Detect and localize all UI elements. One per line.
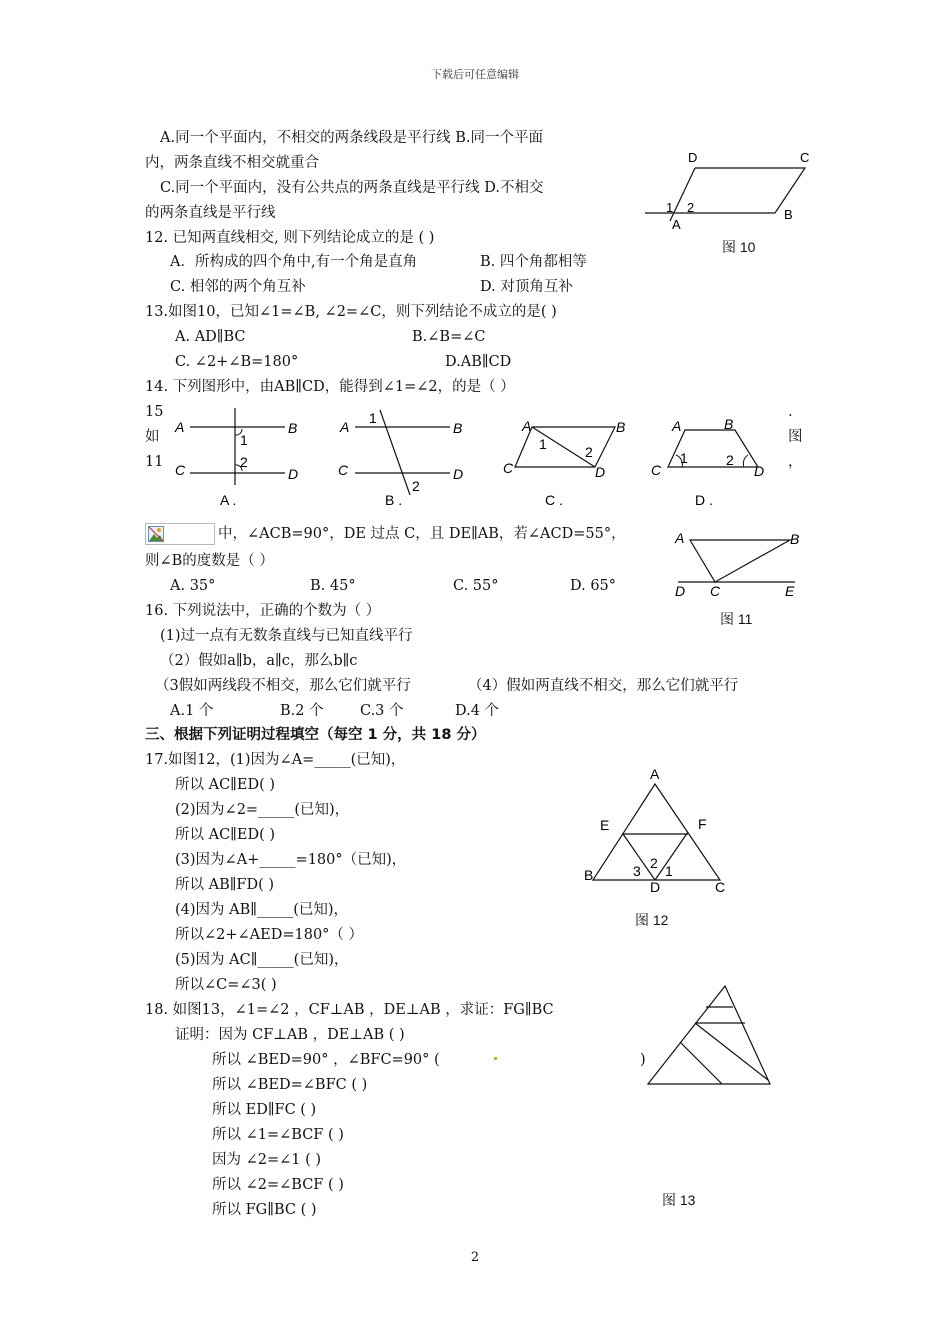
fig10-label-1: 1	[666, 200, 674, 215]
stray-dot	[494, 1057, 497, 1060]
figure-14b	[335, 405, 475, 510]
page-number: 2	[470, 1250, 480, 1265]
fig14a-label-D: D	[288, 466, 299, 482]
fig14c-label-2: 2	[585, 444, 593, 460]
q18-step-5: 因为 ∠2=∠1 ( )	[212, 1152, 322, 1168]
figure-14c	[500, 405, 640, 510]
q18-step-4: 所以 ∠1=∠BCF ( )	[212, 1127, 344, 1143]
fig14d-label-A: A	[672, 418, 682, 434]
fig12-label-2: 2	[650, 855, 658, 871]
q13-option-d: D.AB∥CD	[445, 354, 512, 370]
q13-option-c: C. ∠2+∠B=180°	[175, 354, 299, 370]
q11-line1: A.同一个平面内，不相交的两条线段是平行线 B.同一个平面	[160, 130, 543, 146]
fig12-label-B: B	[584, 867, 594, 883]
q15-prefix-1: 15	[145, 404, 164, 420]
q15-line2: 则∠B的度数是（ ）	[145, 553, 274, 569]
q13-option-a: A. AD∥BC	[175, 329, 246, 345]
fig12-label-F: F	[698, 816, 707, 832]
fig12-label-E: E	[600, 817, 610, 833]
q16-statement-1: (1)过一点有无数条直线与已知直线平行	[160, 628, 413, 644]
q16-statement-4: （4）假如两直线不相交，那么它们就平行	[468, 678, 739, 694]
fig14b-label-C: C	[338, 462, 349, 478]
fig12-label-C: C	[715, 879, 726, 895]
q12-option-a: A．所构成的四个角中,有一个角是直角	[170, 254, 418, 270]
fig12-label-3: 3	[633, 863, 641, 879]
q16-statement-2: （2）假如a∥b，a∥c，那么b∥c	[160, 653, 358, 669]
fig10-caption: 图 10	[722, 239, 756, 255]
figure-14d	[650, 405, 790, 510]
fig14a-label-2: 2	[240, 454, 248, 470]
fig12-caption: 图 12	[635, 912, 669, 928]
fig14d-label-2: 2	[726, 452, 734, 468]
page-header: 下载后可任意编辑	[431, 68, 519, 81]
q18-proof-line: 证明：因为 CF⊥AB ，DE⊥AB ( )	[175, 1027, 405, 1043]
fig11-label-B: B	[790, 531, 800, 547]
q15-suffix-3: ，	[788, 454, 803, 470]
q12-option-d: D. 对顶角互补	[480, 279, 573, 295]
q13-stem: 13.如图10，已知∠1=∠B, ∠2=∠C，则下列结论不成立的是( )	[145, 304, 557, 320]
q17-line4: 所以 AC∥ED( )	[175, 827, 276, 843]
q15-prefix-2: 如	[145, 429, 160, 445]
q18-step-6: 所以 ∠2=∠BCF ( )	[212, 1177, 344, 1193]
q16-option-b: B.2 个	[280, 703, 324, 719]
q17-line8: 所以∠2+∠AED=180°（ ）	[175, 927, 364, 943]
fig12-label-A: A	[650, 766, 660, 782]
q12-option-b: B. 四个角都相等	[480, 254, 587, 270]
q17-line1: 17.如图12，(1)因为∠A=_____(已知)，	[145, 752, 406, 768]
q18-step-1: 所以 ∠BED=90° ，∠BFC=90° (	[212, 1052, 440, 1068]
q17-line2: 所以 AC∥ED( )	[175, 777, 276, 793]
q17-line9: (5)因为 AC∥_____(已知)，	[175, 952, 349, 968]
fig14a-label-A: A	[175, 419, 185, 435]
q18-stem: 18. 如图13，∠1=∠2 ，CF⊥AB ，DE⊥AB ，求证：FG∥BC	[145, 1002, 554, 1018]
fig12-label-1: 1	[665, 863, 673, 879]
fig14b-label-A: A	[340, 419, 350, 435]
fig10-label-2: 2	[687, 200, 695, 215]
fig12-label-D: D	[650, 879, 661, 895]
q17-line3: (2)因为∠2=_____(已知)，	[175, 802, 350, 818]
figure-11	[670, 525, 800, 605]
q18-step-3: 所以 ED∥FC ( )	[212, 1102, 317, 1118]
q12-stem: 12. 已知两直线相交, 则下列结论成立的是 ( )	[145, 230, 435, 246]
fig14d-label-1: 1	[680, 450, 688, 466]
q15-option-c: C. 55°	[453, 578, 499, 594]
fig11-label-E: E	[785, 583, 795, 599]
fig14d-label-D: D	[754, 463, 765, 479]
fig14c-label-B: B	[616, 419, 626, 435]
q17-line7: (4)因为 AB∥_____(已知)，	[175, 902, 349, 918]
q13-option-b: B.∠B=∠C	[412, 329, 486, 345]
fig14a-label-1: 1	[240, 432, 248, 448]
q11-line3: C.同一个平面内，没有公共点的两条直线是平行线 D.不相交	[160, 180, 544, 196]
q16-option-c: C.3 个	[360, 703, 404, 719]
broken-image-icon	[148, 526, 164, 542]
figure-13	[640, 980, 780, 1090]
q15-suffix-2: 图	[788, 429, 803, 445]
fig11-label-C: C	[710, 583, 721, 599]
fig14b-label-B: B	[453, 420, 463, 436]
choice-c-label: C .	[545, 492, 563, 508]
choice-b-label: B .	[385, 492, 403, 508]
q11-line4: 的两条直线是平行线	[145, 205, 276, 221]
fig10-label-A: A	[672, 217, 681, 232]
fig14b-label-2: 2	[412, 478, 420, 494]
q15-line1: 中，∠ACB=90°，DE 过点 C，且 DE∥AB，若∠ACD=55°，	[218, 526, 626, 542]
fig11-label-D: D	[675, 583, 686, 599]
fig10-label-C: C	[800, 150, 810, 165]
q15-option-b: B. 45°	[310, 578, 356, 594]
fig14a-label-B: B	[288, 420, 298, 436]
fig14b-label-1: 1	[369, 410, 377, 426]
q15-prefix-3: 11	[145, 454, 164, 470]
q18-step-1-close: )	[640, 1052, 646, 1068]
q15-option-d: D. 65°	[570, 578, 617, 594]
fig14c-label-C: C	[503, 460, 514, 476]
fig14a-label-C: C	[175, 462, 186, 478]
broken-image-placeholder	[145, 523, 215, 545]
q16-option-a: A.1 个	[170, 703, 214, 719]
q15-option-a: A. 35°	[170, 578, 216, 594]
choice-d-label: D .	[695, 492, 713, 508]
q17-line5: (3)因为∠A+_____=180°（已知)，	[175, 852, 407, 868]
q14-stem: 14. 下列图形中，由AB∥CD，能得到∠1=∠2，的是（ ）	[145, 379, 515, 395]
q15-suffix-1: .	[788, 404, 793, 420]
fig11-label-A: A	[675, 530, 685, 546]
choice-a-label: A .	[220, 492, 237, 508]
fig14b-label-D: D	[453, 466, 464, 482]
figure-14a	[170, 405, 310, 510]
q12-option-c: C. 相邻的两个角互补	[170, 279, 306, 295]
q18-step-2: 所以 ∠BED=∠BFC ( )	[212, 1077, 368, 1093]
q16-statement-3: （3假如两线段不相交，那么它们就平行	[155, 678, 411, 694]
fig10-label-B: B	[784, 207, 793, 222]
fig14c-label-A: A	[522, 418, 532, 434]
q16-option-d: D.4 个	[455, 703, 500, 719]
q11-line2: 内，两条直线不相交就重合	[145, 155, 319, 171]
fig14c-label-D: D	[595, 464, 606, 480]
section-3-heading: 三、根据下列证明过程填空（每空 1 分，共 18 分）	[145, 727, 486, 743]
q16-stem: 16. 下列说法中，正确的个数为（ ）	[145, 603, 381, 619]
fig11-caption: 图 11	[720, 611, 753, 627]
fig14d-label-C: C	[651, 462, 662, 478]
fig13-caption: 图 13	[662, 1192, 696, 1208]
q17-line10: 所以∠C=∠3( )	[175, 977, 277, 993]
fig14d-label-B: B	[724, 416, 734, 432]
q17-line6: 所以 AB∥FD( )	[175, 877, 275, 893]
fig10-label-D: D	[688, 150, 698, 165]
figure-12	[575, 762, 735, 897]
fig14c-label-1: 1	[539, 436, 547, 452]
q18-step-7: 所以 FG∥BC ( )	[212, 1202, 317, 1218]
